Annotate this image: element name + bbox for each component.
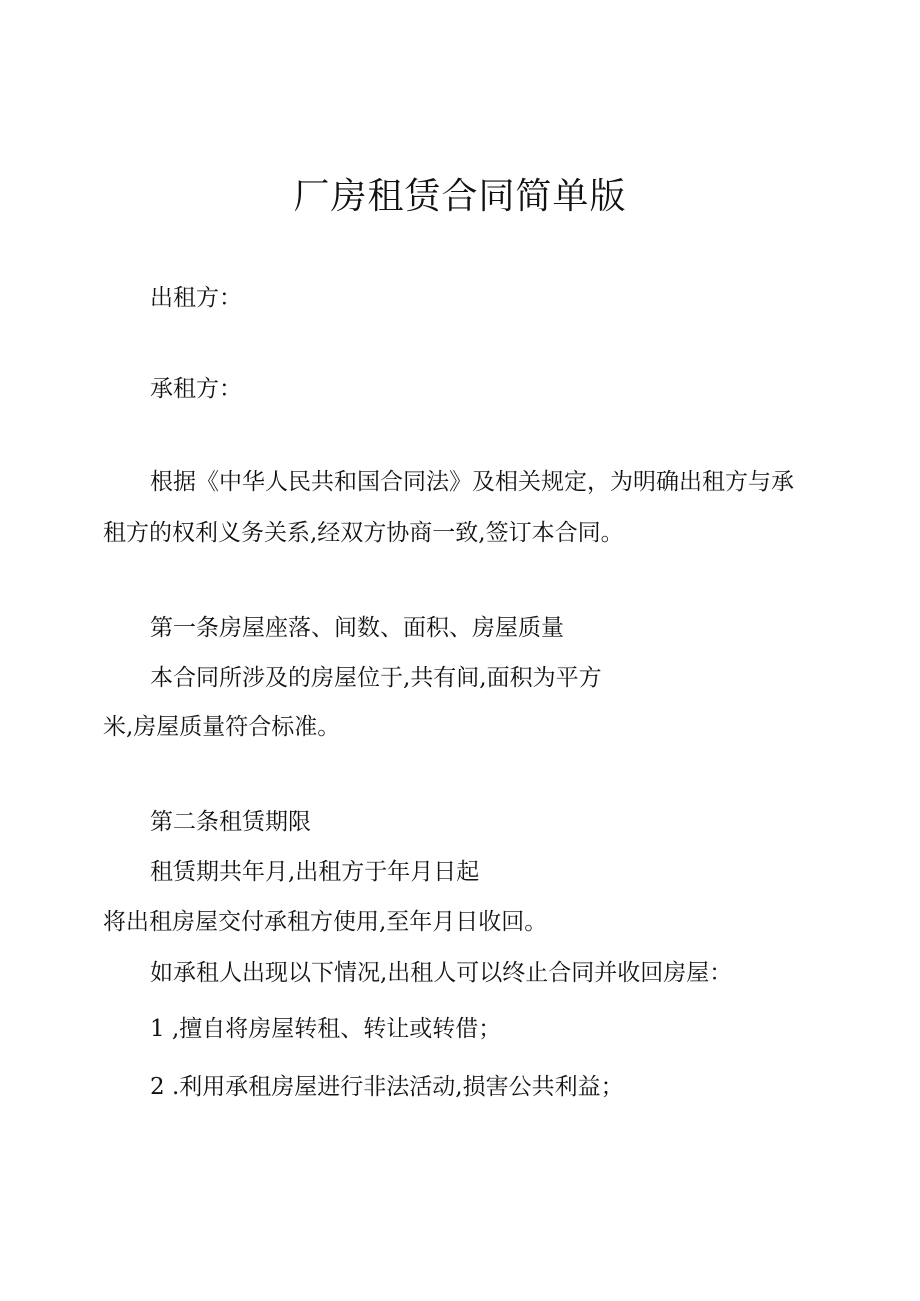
article1-line-1: 本合同所涉及的房屋位于,共有间,面积为平方 (150, 665, 602, 691)
article2-line-1: 租赁期共年月,出租方于年月日起 (150, 859, 480, 885)
article1-heading: 第一条房屋座落、间数、面积、房屋质量 (150, 615, 564, 641)
preamble-line-1: 根据《中华人民共和国合同法》及相关规定，为明确出租方与承 (150, 469, 794, 495)
article2-line-2: 将出租房屋交付承租方使用,至年月日收回。 (103, 909, 548, 935)
article1-line-2: 米,房屋质量符合标准。 (103, 714, 341, 740)
article2-heading: 第二条租赁期限 (150, 809, 311, 835)
preamble-line-2: 租方的权利义务关系,经双方协商一致,签订本合同。 (103, 520, 624, 546)
document-title: 厂房租赁合同简单版 (293, 176, 627, 217)
lessee-label: 承租方： (150, 376, 242, 402)
termination-item-2: 2 .利用承租房屋进行非法活动,损害公共利益； (150, 1074, 624, 1100)
termination-item-1: 1 ,擅自将房屋转租、转让或转借； (150, 1016, 502, 1042)
lessor-label: 出租方： (150, 285, 242, 311)
termination-intro: 如承租人出现以下情况,出租人可以终止合同并收回房屋： (150, 960, 733, 986)
